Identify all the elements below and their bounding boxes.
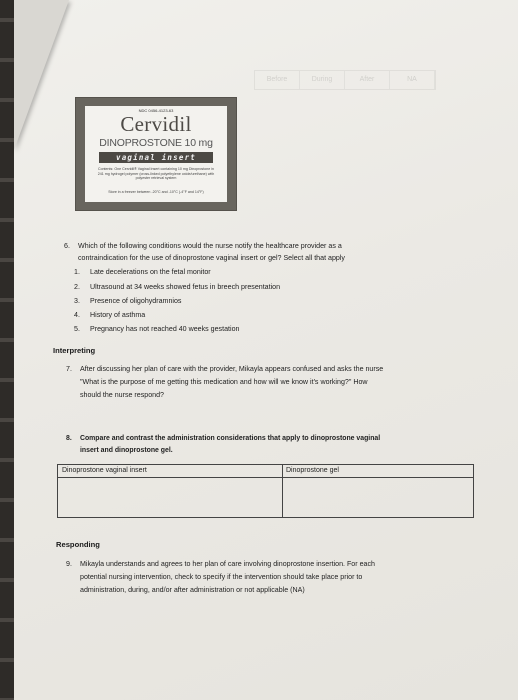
- faint-col-na: NA: [390, 71, 435, 89]
- question-7-number: 7.: [66, 365, 72, 373]
- q6-option-3: Presence of oligohydramnios: [90, 297, 182, 305]
- faint-col-before: Before: [255, 71, 300, 89]
- cervidil-label-image: [76, 98, 236, 210]
- question-9-line1: Mikayla understands and agrees to her plan of care involving dinoprostone insertion. For each: [80, 560, 375, 568]
- question-9-line3: administration, during, and/or after administration or not applicable (NA): [80, 586, 305, 594]
- table-column-divider: [282, 465, 283, 517]
- worksheet-page: [14, 0, 518, 700]
- table-header-insert: Dinoprostone vaginal insert: [62, 467, 147, 474]
- question-8-line2: insert and dinoprostone gel.: [80, 447, 173, 454]
- page-curl: [14, 0, 69, 150]
- label-contents: Contents: One Cervidil® Vaginal Insert containing 10 mg Dinoprostone in 241 mg hydrogel polymer (cross-linked polyethylene oxide/urethane) with polyester retrieval system: [97, 167, 215, 181]
- q6-option-4: History of asthma: [90, 311, 146, 319]
- question-8-line1: Compare and contrast the administration considerations that apply to dinoprostone vaginal: [80, 435, 381, 442]
- ndc-number: NDC 0456-4123-63: [138, 108, 174, 113]
- table-header-rule: [58, 477, 473, 478]
- question-6-text-line2: contraindication for the use of dinoprostone vaginal insert or gel? Select all that apply: [78, 254, 345, 262]
- binder-edge: [0, 0, 14, 700]
- section-responding: Responding: [56, 540, 100, 549]
- brand-name: Cervidil: [120, 112, 192, 136]
- route-banner: vaginal insert: [99, 152, 213, 163]
- question-7-line3: should the nurse respond?: [80, 391, 165, 399]
- q6-option-3-number: 3.: [74, 297, 80, 305]
- question-7-line1: After discussing her plan of care with the provider, Mikayla appears confused and asks the nurse: [80, 365, 384, 373]
- q6-option-2-number: 2.: [74, 283, 80, 291]
- q6-option-5: Pregnancy has not reached 40 weeks gestation: [90, 325, 240, 333]
- q6-option-1-number: 1.: [74, 268, 80, 276]
- section-interpreting: Interpreting: [53, 346, 96, 355]
- generic-name: DINOPROSTONE 10 mg: [99, 137, 213, 149]
- table-header-gel: Dinoprostone gel: [286, 467, 339, 474]
- faint-col-during: During: [300, 71, 345, 89]
- q6-option-5-number: 5.: [74, 325, 80, 333]
- question-6-text-line1: Which of the following conditions would the nurse notify the healthcare provider as a: [78, 242, 342, 250]
- label-storage: Store in a freezer between -20°C and -10°C (-4°F and 14°F): [108, 190, 204, 194]
- faint-col-after: After: [345, 71, 390, 89]
- question-6-number: 6.: [64, 242, 70, 250]
- question-7-line2: "What is the purpose of me getting this medication and how will we know it's working?" How: [80, 378, 368, 386]
- question-8-number: 8.: [66, 435, 72, 442]
- q6-option-4-number: 4.: [74, 311, 80, 319]
- faint-background-table: [254, 70, 436, 90]
- compare-table: [57, 464, 474, 518]
- question-9-number: 9.: [66, 560, 72, 568]
- q6-option-2: Ultrasound at 34 weeks showed fetus in breech presentation: [90, 283, 281, 291]
- question-9-line2: potential nursing intervention, check to specify if the intervention should take place prior to: [80, 573, 363, 581]
- q6-option-1: Late decelerations on the fetal monitor: [90, 268, 211, 276]
- label-card: [85, 106, 227, 202]
